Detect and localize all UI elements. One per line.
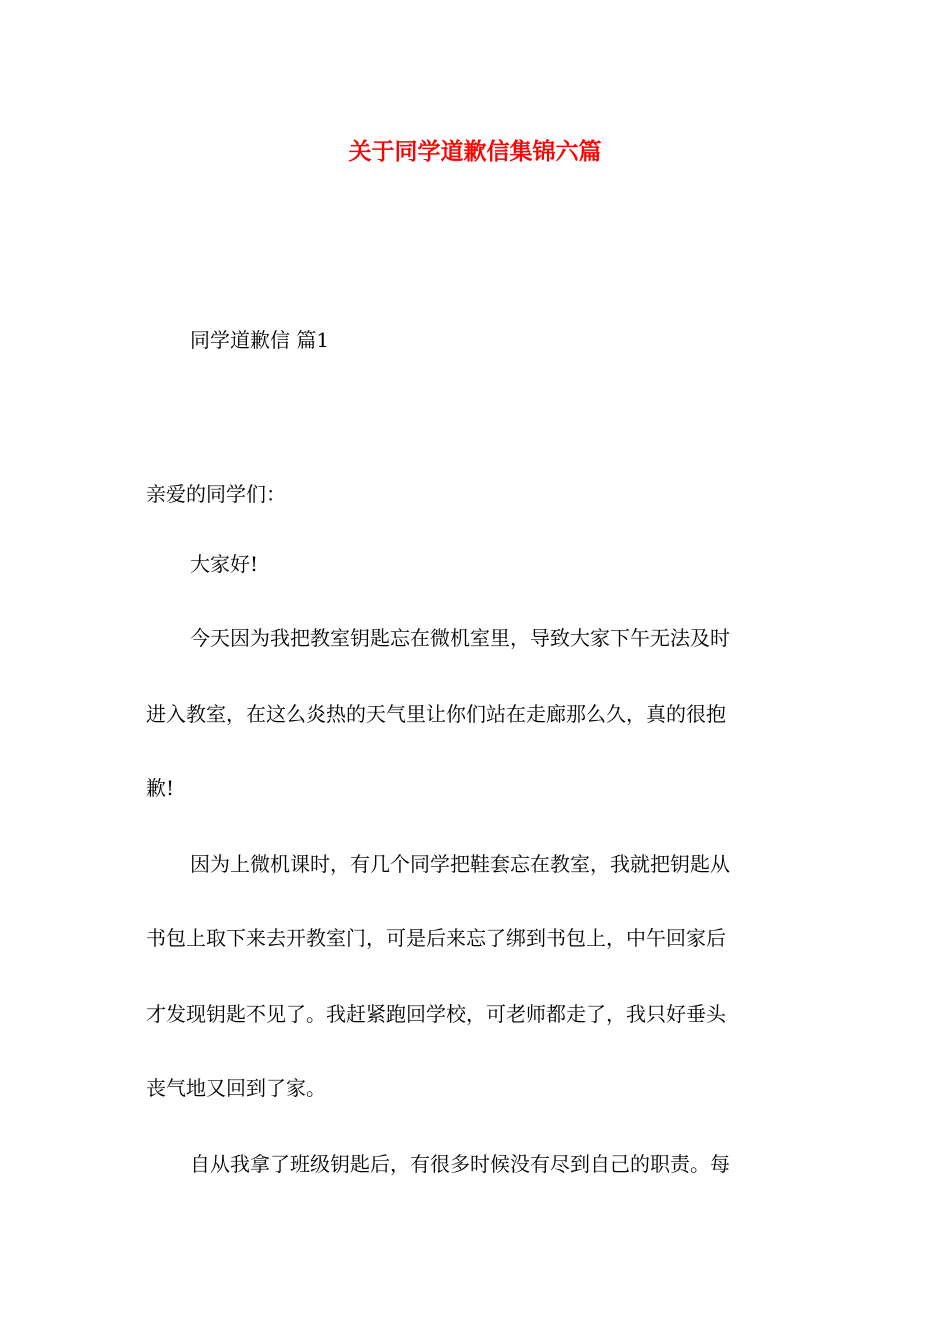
greeting: 大家好! (190, 552, 259, 576)
section-heading: 同学道歉信 篇1 (190, 328, 330, 352)
paragraph-line: 歉! (146, 776, 175, 800)
salutation: 亲爱的同学们： (146, 482, 286, 506)
paragraph-line: 因为上微机课时，有几个同学把鞋套忘在教室，我就把钥匙从 (190, 852, 730, 876)
paragraph-line: 才发现钥匙不见了。我赶紧跑回学校，可老师都走了，我只好垂头 (146, 1002, 726, 1026)
paragraph-line: 丧气地又回到了家。 (146, 1076, 326, 1100)
paragraph-line: 书包上取下来去开教室门，可是后来忘了绑到书包上，中午回家后 (146, 926, 726, 950)
paragraph-line: 进入教室，在这么炎热的天气里让你们站在走廊那么久，真的很抱 (146, 702, 726, 726)
paragraph-line: 今天因为我把教室钥匙忘在微机室里，导致大家下午无法及时 (190, 626, 730, 650)
document-title: 关于同学道歉信集锦六篇 (348, 139, 602, 165)
paragraph-line: 自从我拿了班级钥匙后，有很多时候没有尽到自己的职责。每 (190, 1152, 730, 1176)
